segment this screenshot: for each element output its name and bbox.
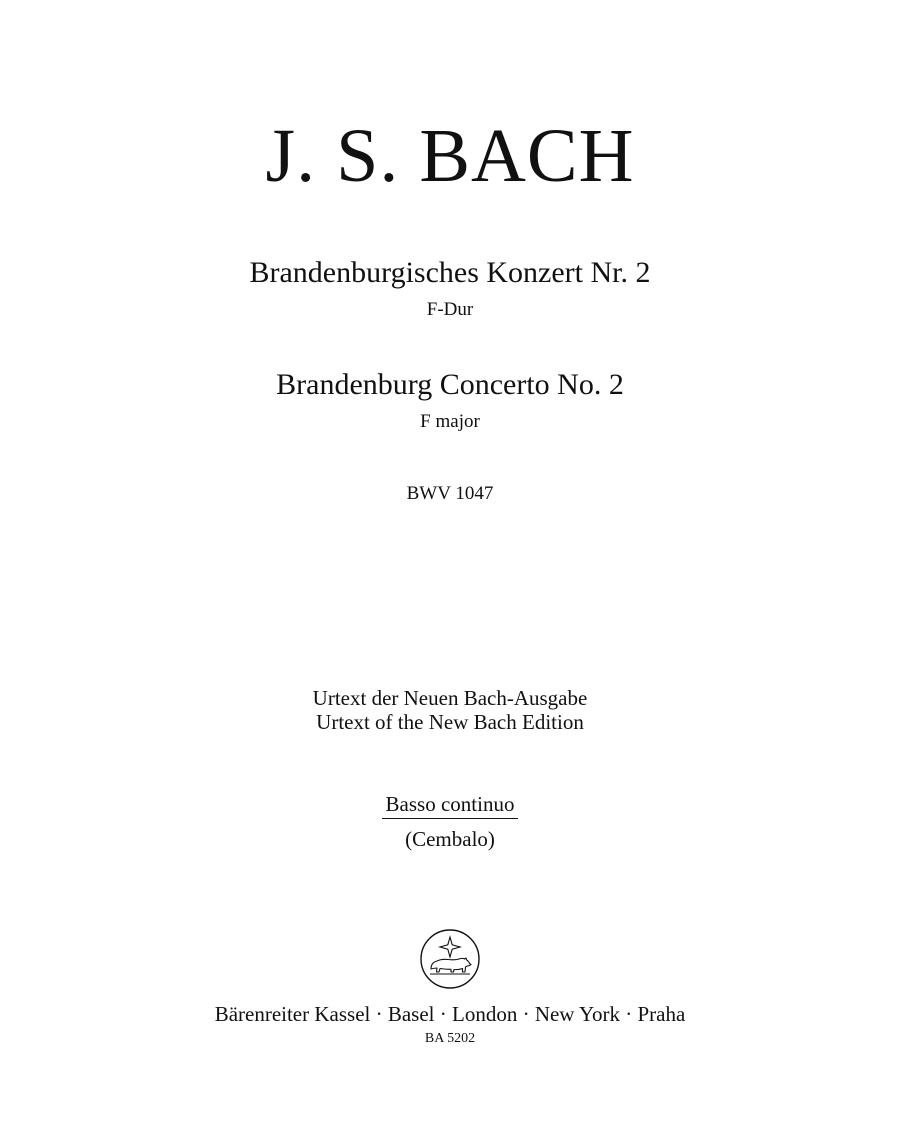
composer-name: J. S. BACH: [265, 114, 635, 198]
part-instrument: (Cembalo): [405, 827, 495, 851]
part-name-line: [0, 794, 900, 819]
work-key-german: F-Dur: [426, 299, 474, 320]
work-title-english: Brandenburg Concerto No. 2: [276, 368, 624, 401]
edition-number: BA 5202: [424, 1031, 476, 1046]
part-name: Basso continuo: [382, 794, 519, 819]
work-title-german: Brandenburgisches Konzert Nr. 2: [249, 256, 651, 289]
work-key-english: F major: [420, 411, 480, 432]
urtext-note-english: Urtext of the New Bach Edition: [316, 710, 584, 734]
catalog-number: BWV 1047: [406, 483, 494, 504]
baerenreiter-bear-star-logo-icon: [419, 928, 481, 990]
publisher-cities: Bärenreiter Kassel · Basel · London · New York · Praha: [214, 1002, 686, 1026]
urtext-note-german: Urtext der Neuen Bach-Ausgabe: [312, 686, 588, 710]
